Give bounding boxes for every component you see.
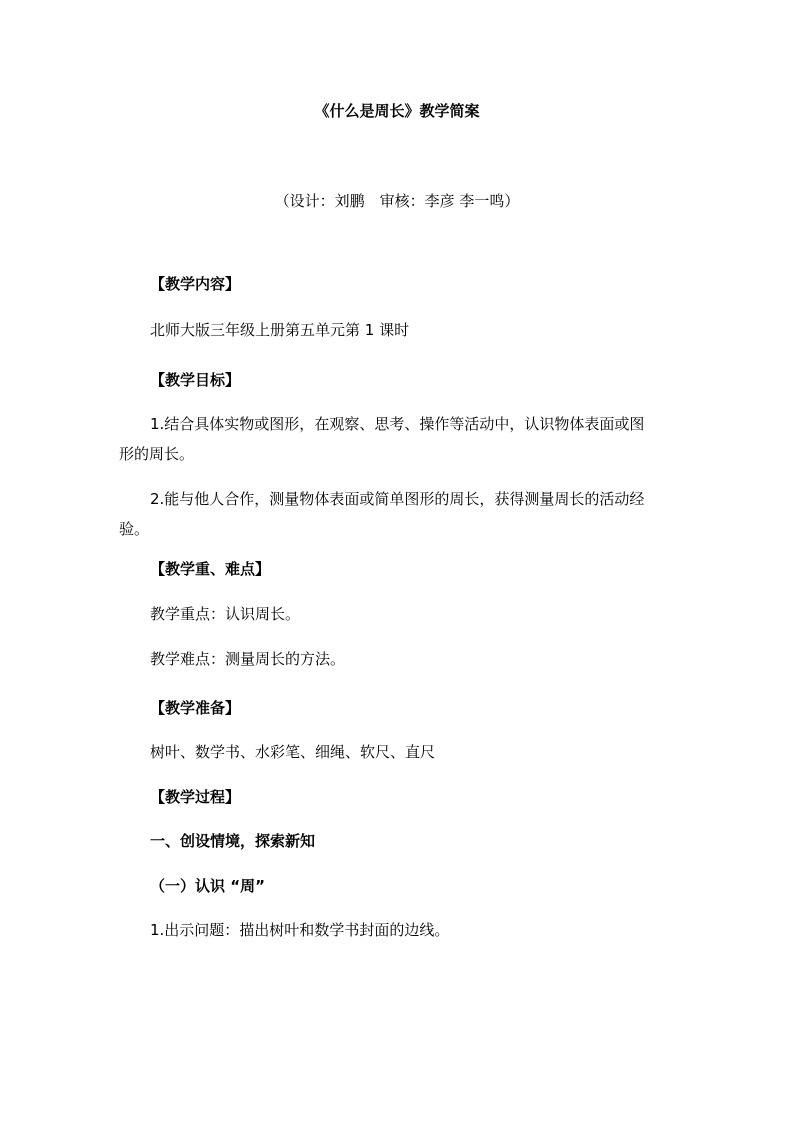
preparation-text: 树叶、数学书、水彩笔、细绳、软尺、直尺 xyxy=(150,743,436,761)
section-heading-process: 【教学过程】 xyxy=(150,788,241,806)
content-text: 北师大版三年级上册第五单元第 1 课时 xyxy=(150,321,410,339)
difficult-point-text: 教学难点：测量周长的方法。 xyxy=(150,650,346,668)
document-title: 《什么是周长》教学简案 xyxy=(314,102,480,120)
section-heading-key-points: 【教学重、难点】 xyxy=(150,560,271,578)
step-1-text: 1.出示问题：描出树叶和数学书封面的边线。 xyxy=(150,921,450,939)
key-point-text: 教学重点：认识周长。 xyxy=(150,605,301,623)
goal-1-line-1: 1.结合具体实物或图形，在观察、思考、操作等活动中，认识物体表面或图 xyxy=(150,415,645,433)
goal-2-line-1: 2.能与他人合作，测量物体表面或简单图形的周长，获得测量周长的活动经 xyxy=(150,490,645,508)
section-heading-goals: 【教学目标】 xyxy=(150,371,241,389)
section-heading-content: 【教学内容】 xyxy=(150,275,241,293)
part-1-heading: 一、创设情境，探索新知 xyxy=(150,832,316,850)
document-byline: （设计：刘鹏 审核：李彦 李一鸣） xyxy=(274,192,520,210)
goal-2-line-2: 验。 xyxy=(119,520,150,538)
section-heading-preparation: 【教学准备】 xyxy=(150,699,241,717)
goal-1-line-2: 形的周长。 xyxy=(119,445,195,463)
sub-1-heading: （一）认识 “周” xyxy=(150,877,265,895)
